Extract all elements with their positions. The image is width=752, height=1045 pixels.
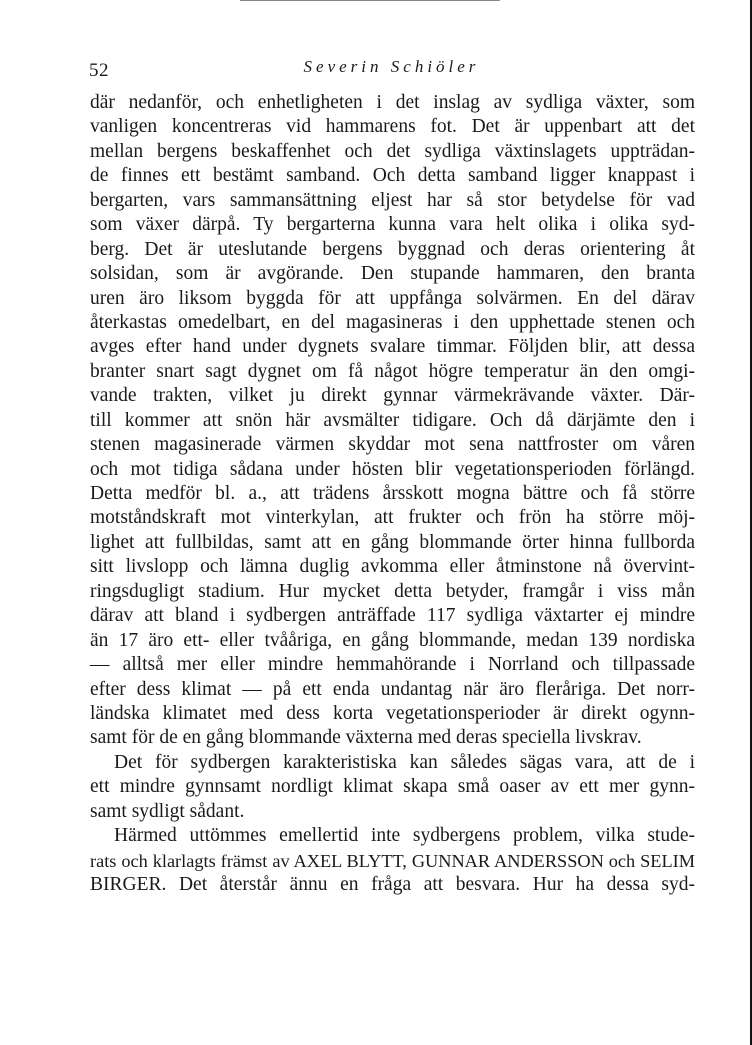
text-line: än 17 äro ett- eller tvååriga, en gång blommande, medan 139 nordiska (90, 629, 695, 651)
body-text (90, 91, 695, 897)
text-line: efter dess klimat — på ett enda undantag när äro fleråriga. Det norr- (90, 678, 695, 700)
text-line: Härmed uttömmes emellertid inte sydbergens problem, vilka stude- (114, 825, 695, 847)
text-line: uren äro liksom byggda för att uppfånga solvärmen. En del därav (90, 287, 695, 309)
text-line: lighet att fullbildas, samt att en gång blommande örter hinna fullborda (90, 531, 695, 553)
text-line: branter snart sagt dygnet om få något högre temperatur än den omgi- (90, 360, 695, 382)
text-line: sitt livslopp och lämna duglig avkomma eller åtminstone nå övervint- (90, 556, 695, 578)
page-top-edge (240, 0, 500, 1)
text-line: och mot tidiga sådana under hösten blir vegetationsperioden förlängd. (90, 458, 695, 480)
text-line: solsidan, som är avgörande. Den stupande hammaren, den branta (90, 263, 695, 285)
text-line: berg. Det är uteslutande bergens byggnad och deras orientering åt (90, 238, 695, 260)
text-line: BIRGER. Det återstår ännu en fråga att besvara. Hur ha dessa syd- (90, 874, 695, 895)
text-line: samt för de en gång blommande växterna med deras speciella livskrav. (90, 727, 642, 749)
page-number: 52 (89, 60, 109, 81)
text-line: där nedanför, och enhetligheten i det inslag av sydliga växter, som (90, 92, 695, 113)
text-line: som växer därpå. Ty bergarterna kunna vara helt olika i olika syd- (90, 214, 695, 236)
text-line: till kommer att snön här avsmälter tidigare. Och då därjämte den i (90, 409, 695, 431)
text-line: — alltså mer eller mindre hemmahörande i Norrland och tillpassade (90, 654, 695, 676)
page-header (89, 52, 694, 82)
text-line: ländska klimatet med dess korta vegetationsperioder är direkt ogynn- (90, 702, 695, 724)
text-line: rats och klarlagts främst av AXEL BLYTT, GUNNAR ANDERSSON och SELIM (90, 850, 695, 871)
text-line: motståndskraft mot vinterkylan, att frukter och frön ha större möj- (90, 507, 695, 529)
text-line: Detta medför bl. a., att trädens årsskott mogna bättre och få större (90, 483, 695, 504)
text-line: de finnes ett bestämt samband. Och detta samband ligger knappast i (90, 165, 695, 187)
text-line: stenen magasinerade värmen skyddar mot sena nattfroster om våren (90, 434, 695, 456)
text-line: avges efter hand under dygnets svalare timmar. Följden blir, att dessa (90, 336, 695, 358)
text-line: samt sydligt sådant. (90, 800, 245, 822)
text-line: därav att bland i sydbergen anträffade 117 sydliga växtarter ej mindre (90, 605, 695, 627)
text-line: Det för sydbergen karakteristiska kan således sägas vara, att de i (114, 751, 695, 773)
text-line: mellan bergens beskaffenhet och det sydliga växtinslagets uppträdan- (90, 140, 695, 162)
text-line: vanligen koncentreras vid hammarens fot. Det är uppenbart att det (90, 116, 695, 138)
text-line: återkastas omedelbart, en del magasineras i den upphettade stenen och (90, 311, 695, 333)
running-head: Severin Schiöler (303, 57, 480, 76)
text-line: ringsdugligt stadium. Hur mycket detta betyder, framgår i viss mån (90, 580, 695, 602)
text-line: vande trakten, vilket ju direkt gynnar värmekrävande växter. Där- (90, 385, 695, 407)
text-line: bergarten, vars sammansättning eljest har så stor betydelse för vad (90, 189, 695, 211)
text-line: ett mindre gynnsamt nordligt klimat skapa små oaser av ett mer gynn- (90, 776, 695, 798)
